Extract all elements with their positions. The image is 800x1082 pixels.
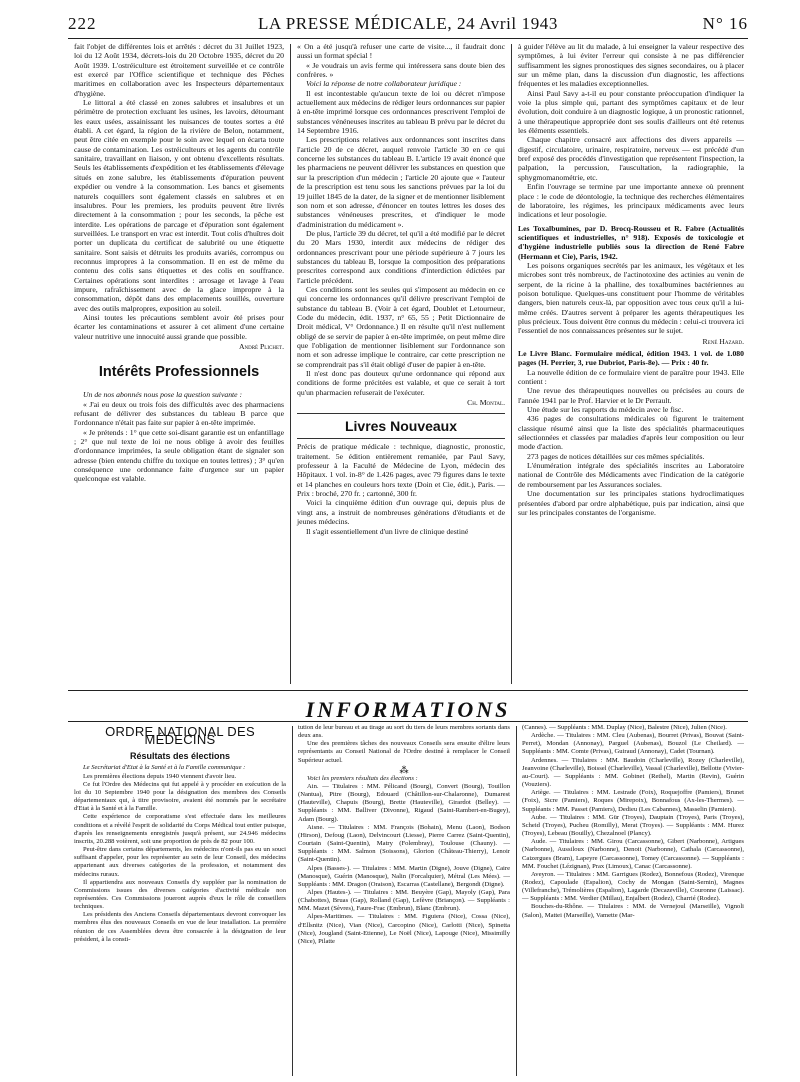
paragraph: Une documentation sur les principales stations hydroclimatiques présentées d'abord par ordre alphabétique, puis par indication, ainsi que sur les principales constantes de l'organisme.	[518, 489, 744, 517]
paragraph: à guider l'élève au lit du malade, à lui enseigner la valeur respective des symptômes, à lui éviter l'erreur qui consiste à ne pas différencier suffisamment les signes pronostiques des signes secondaires, ou à placer sur un même plan, dans la discussion d'un diagnostic, les affections fréquentes et les maladies exceptionnelles.	[518, 42, 744, 89]
results-entry: Alpes (Hautes-). — Titulaires : MM. Beuyère (Gap), Mayoly (Gap), Para (Chabottes), Bruas (Gap), Rolland (Gap), Lefèvre (Briançon). — Suppléants : MM. Mazet (Sèvres), Faure-Frac (Embrun), Blanc (Embrun).	[298, 888, 510, 913]
column-3	[518, 42, 744, 517]
info-col2-intro2: Une des premières tâches des nouveaux Conseils sera ensuite d'élire leurs représentants au Conseil National de l'Ordre destiné à remplacer le Conseil Supérieur actuel.	[298, 740, 510, 764]
paragraph: Voici la cinquième édition d'un ouvrage qui, depuis plus de vingt ans, a instruit de nombreuses générations d'étudiants et de jeunes médecins.	[297, 498, 505, 527]
info-col2-intro: tution de leur bureau et au tirage au sort du tiers de leurs membres sortants dans deux ans.	[298, 724, 510, 740]
paragraph: Enfin l'ouvrage se termine par une importante annexe où prennent place : le code de déontologie, la technique des recherches élémentaires de laboratoire, les régimes, les principaux médicaments avec leurs indications et leur posologie.	[518, 182, 744, 220]
paragraph: Précis de pratique médicale : technique, diagnostic, pronostic, traitement. 5e édition entièrement remaniée, par Paul Savy, professeur à la Faculté de Médecine de Lyon, médecin des Hôpitaux. 1 vol. in-8° de 1.426 pages, avec 79 figures dans le texte et 14 planches en couleurs hors texte (Doin et Cie, édit.), Paris. — Prix : broché, 270 fr. ; cartonné, 300 fr.	[297, 442, 505, 499]
paragraph: Ce fut l'Ordre des Médecins qui fut appelé à y procéder en exécution de la loi du 10 Septembre 1940 pour la désignation des membres des Conseils départementaux qui, à titre provisoire, avaient été nommés par le secrétaire d'Etat à la Santé et à la Famille.	[74, 780, 286, 813]
results-intro: Voici les premiers résultats des élections :	[307, 774, 418, 782]
paragraph: Une revue des thérapeutiques nouvelles ou précisées au cours de l'année 1941 par le Prof. Harvier et le Dr Perrault.	[518, 386, 744, 405]
page-header	[68, 14, 748, 38]
header-rule	[68, 38, 748, 39]
paragraph: L'énumération intégrale des spécialités inscrites au Laboratoire national de Contrôle des Médicaments avec l'indication de la catégorie de remboursement par les Assurances sociales.	[518, 461, 744, 489]
ordre-title: ORDRE NATIONAL DES MÉDECINS	[105, 724, 255, 748]
results-entry: Alpes-Maritimes. — Titulaires : MM. Figuiera (Nice), Cossa (Nice), d'Ellsnitz (Nice), Vian (Nice), Carcopino (Nice), Carlotti (Nice), Spinetta (Nice), Jougland (Saint-Etienne), Le Noël (Nice), Lapouge (Nice), Missimilly (Nice), Pilatte	[298, 913, 510, 945]
column-2	[297, 42, 505, 536]
issue-date: 24 Avril 1943	[457, 14, 559, 33]
paragraph: « Je voudrais un avis ferme qui intéressera sans doute bien des confrères. »	[297, 60, 505, 80]
paragraph: La nouvelle édition de ce formulaire vient de paraître pour 1943. Elle contient :	[518, 367, 744, 387]
livres-text	[297, 442, 505, 535]
paragraph: Une étude sur les rapports du médecin avec le fisc.	[527, 405, 684, 415]
informations-title: INFORMATIONS	[305, 697, 511, 722]
question-intro: Un de nos abonnés nous pose la question suivante :	[83, 390, 243, 400]
section-title-interets: Intérêts Professionnels	[98, 364, 260, 381]
column-divider-1	[290, 44, 291, 684]
results-list-1	[298, 783, 510, 946]
paragraph: « Je prétends : 1° que cette soi-disant garantie est un enfantillage ; 2° que nul texte de loi ne nous oblige à avoir des feuilles d'ordonnance imprimées, la seule obligation étant de signaler son adresse (bien entendu chiffre du toxique en toutes lettres) ; 3° qu'en conséquence une ordonnance faite d'urgence sur un papier quelconque est valable.	[74, 427, 284, 484]
paragraph: Ces conditions sont les seules qui s'imposent au médecin en ce qui concerne les ordonnances qu'il délivre prescrivant l'emploi de substance du tableau B. (Voir à cet égard, Doublet et Letourneur, Code du médecin, édit. 1937, n° 65, 55 ; Petit Dictionnaire de Droit médical, V° Ordonnance.) Il en résulte qu'il n'est nullement obligé de se servir de papier à en-tête imprimée, on peut même dire que l'obligation de mentionner lisiblement sur l'ordonnance son nom et son adresse implique le contraire, car cette prescription ne se comprendrait pas s'il était obligé d'user de papier à en-tête.	[297, 284, 505, 369]
informations-column-1	[74, 724, 286, 944]
paragraph: « On a été jusqu'à refuser une carte de visite..., il faudrait donc aussi un format spécial !	[297, 42, 505, 61]
column-divider-2	[511, 44, 512, 684]
results-title: Résultats des élections	[129, 751, 231, 762]
section-title-livres: Livres Nouveaux	[297, 418, 505, 439]
informations-column-2	[298, 724, 510, 946]
signature-montal: Ch. Montal.	[467, 398, 505, 408]
results-entry: (Cannes). — Suppléants : MM. Duplay (Nice), Balestre (Nice), Julien (Nice).	[522, 724, 727, 731]
informations-rule	[68, 690, 748, 691]
results-entry: Aveyron. — Titulaires : MM. Garrigues (Rodez), Bonnefous (Rodez), Virenque (Rodez), Capoulade (Espalion), Cochy de Mongan (Saint-Sernin), Magnes (Villefranche), Trémolières (Espalion), Lagarde (Decazeville), Couronne (Laissac). — Suppléants : MM. Verdier (Millau), Enjalbert (Rodez), Charrié (Rodez).	[522, 870, 744, 903]
question-text	[74, 400, 284, 484]
journal-title: LA PRESSE MÉDICALE, 24 Avril 1943	[257, 14, 559, 33]
signature-plichet: André Plichet.	[238, 342, 284, 351]
juridique-text	[297, 42, 505, 397]
paragraph: Le Secrétariat d'Etat à la Santé et à la Famille communique :	[83, 764, 246, 772]
informations-rule-bottom	[68, 721, 748, 722]
paragraph: Cette expérience de corporatisme s'est effectuée dans les meilleures conditions et a révélé l'esprit de solidarité du Corps Médical tout entier puisque, d'après les renseignements enregistrés jusqu'à présent, sur 24.946 médecins inscrits, 20.288 votèrent, soit une proportion de près de 82 pour 100.	[74, 813, 286, 845]
paragraph: Les présidents des Anciens Conseils départementaux devront convoquer les membres élus des nouveaux Conseils en vue de leur installation. La première réunion de ces Assemblées devra être consacrée à la désignation de leur président, à la consti-	[74, 911, 286, 943]
ordre-text	[74, 764, 286, 943]
results-entry: Ariège. — Titulaires : MM. Lestrade (Foix), Roquejoffre (Pamiers), Brunet (Foix), Sicre (Pamiers), Roques (Mirepoix), Bonnafous (Ax-les-Thermes). — Suppléants : MM. Passet (Pamiers), Dedieu (Les Cabannes), Masselin (Pamiers).	[522, 789, 744, 813]
paragraph: Chaque chapitre consacré aux affections des divers appareils — digestif, circulatoire, urinaire, respiratoire, nerveux — est précédé d'un bref exposé des procédés d'investigation que représentent l'inspection, la palpation, la percussion, l'auscultation, la radiographie, la sphygmomanométrie, etc.	[518, 135, 744, 182]
ostreiculture-text	[74, 42, 284, 341]
paragraph: Les premières élections depuis 1940 viennent d'avoir lieu.	[83, 772, 237, 780]
savy-review-text	[518, 42, 744, 220]
toxalbumines-entry	[518, 224, 744, 261]
divider-livres	[297, 413, 505, 414]
journal-name: LA PRESSE MÉDICALE	[257, 14, 448, 33]
livre-blanc-text	[518, 368, 744, 518]
paragraph: Les poisons organiques secrétés par les animaux, les végétaux et les microbes sont très nombreux, de l'actinotoxine des actinies au venin de serpent, de la ricine à la phalline, des toxalbumines bactériennes au poison botulique. Quelques-uns constituent pour l'homme de véritables dangers, bien naturels ceux-là, par opposition avec tous ceux qu'il a lui-même créés. D'autres servent à préparer les agents thérapeutiques les plus précieux. Tous doivent être connus du médecin : celui-ci trouvera ici l'essentiel de nos connaissances présentes sur le sujet.	[518, 260, 744, 336]
paragraph: Les prescriptions relatives aux ordonnances sont inscrites dans l'article 20 de ce décret, auquel renvoie l'article 30 en ce qui concerne les substances du tableau B. L'article 19 avait énoncé que les pharmaciens ne peuvent délivrer les substances en question que sur la prescription d'un médecin ; l'article 20 ajoute que « l'auteur de la prescription est tenu sous les sanctions prévues par la loi du 19 juillet 1845 de la dater, de la signer et de mentionner lisiblement son nom et son adresse, d'énoncer en toutes lettres les doses des substances vénéneuses prescrites, et d'indiquer le mode d'administration du médicament ».	[297, 135, 505, 229]
livre-blanc-entry: Le Livre Blanc. Formulaire médical, édition 1943. 1 vol. de 1.080 pages (H. Perrier, 3, rue Dubriot, Paris-8e). — Prix : 40 fr.	[518, 349, 744, 368]
results-entry: Aube. — Titulaires : MM. Gür (Troyes), Dauptain (Troyes), Paris (Troyes), Scheid (Troyes), Pucheu (Romilly), Merat (Troyes). — Suppléants : MM. Hurez (Troyes), Lebeau (Bouilly), Chezalnoel (Plancy).	[522, 813, 744, 838]
informations-column-3	[522, 724, 744, 920]
paragraph: Il est incontestable qu'aucun texte de loi ou décret n'impose actuellement aux médecins de rédiger leurs ordonnances sur papier à en-tête imprimé lorsque ces ordonnances prescrivent l'emploi de substances vénéneuses inscrites au tableau B prévu par le décret du 14 Septembre 1916.	[297, 88, 505, 136]
paragraph: Il n'est donc pas douteux qu'une ordonnance qui répond aux conditions de forme précitées est valable, et que ce serait à tort qu'un pharmacien refuserait de l'exécuter.	[297, 369, 505, 397]
paragraph: 436 pages de consultations médicales où figurent le traitement classique résumé ainsi que la liste des spécialités pharmaceutiques sélectionnées et classées par maladies d'après leur composition ou leur mode d'action.	[518, 414, 744, 452]
signature-hazard: René Hazard.	[702, 336, 744, 346]
results-entry: Bouches-du-Rhône. — Titulaires : MM. de Vernejoul (Marseille), Vignoli (Salon), Mattei (Marseille), Vamette (Mar-	[522, 903, 744, 919]
results-entry: Aisne. — Titulaires : MM. François (Bohain), Menu (Laon), Bodson (Hirson), Defoug (Laon), Delvincourt (Liesse), Pierre Carrez (Saint-Quentin), Courtain (Saint-Quentin), Matry (Folembray), Toulouse (Chauny). — Suppléants : MM. Salmon (Soissons), Glorion (Château-Thierry), Lenoir (Saint-Quentin).	[298, 823, 510, 864]
paragraph: Voici la réponse de notre collaborateur juridique :	[306, 79, 462, 89]
results-list-2	[522, 724, 744, 920]
column-1	[74, 42, 284, 484]
results-entry: Ardèche. — Titulaires : MM. Cleu (Aubenas), Bourret (Privas), Bouvat (Saint-Perret), Mondan (Annonay), Parguel (Aubenas), Bouzol (Le Cheilard). — Suppléants : MM. Comte (Privas), Guiraud (Annonay), Cadet (Tournan).	[522, 732, 744, 756]
results-entry: Ain. — Titulaires : MM. Pélicand (Bourg), Convert (Bourg), Touillon (Nantua), Pitre (Bourg), Edouard (Châtillon-sur-Chalaronne), Dumarest (Hauteville), Chapuis (Bourg), Brette (Hauteville), Girardot (Belley). — Suppléants : MM. Balliver (Divonne), Rigaud (Saint-Rambert-en-Bugey), Adam (Bourg).	[298, 782, 510, 823]
paragraph: Ainsi toutes les précautions semblent avoir été prises pour écarter les contaminations et assurer à cet aliment d'une certaine valeur nutritive une innocuité aussi grande que possible.	[74, 312, 284, 341]
paragraph: Peut-être dans certains départements, les médecins n'ont-ils pas eu un souci suffisant d'appeler, pour les représenter au sein de leur Conseil, des médecins appartenant aux diverses catégories de la profession, et notamment des médecins ruraux.	[74, 846, 286, 878]
paragraph: Il s'agit essentiellement d'un livre de clinique destiné	[306, 526, 469, 536]
issue-number: N° 16	[702, 14, 748, 33]
paragraph: Il appartiendra aux nouveaux Conseils d'y suppléer par la nomination de Commissions issues des diverses catégories d'activité médicale non représentées. Ces Commissions joueront auprès d'eux le rôle de conseillers techniques.	[74, 878, 286, 911]
paragraph: Le littoral a été classé en zones salubres et insalubres et un périmètre de protection excluant les usines, les lavoirs, détournant les eaux usées, assainissant les nuisances de toutes sortes a été établi. A cet égard, la région de la rivière de Belon, notamment, peut être citée en exemple pour le soin avec lequel on écarta toute cause de contamination. Les ostréiculteurs et les agents du contrôle sanitaire, travaillant en liaison, y ont obtenu d'excellents résultats. Seuls les établissements d'expédition et les établissements d'élevage situés en zone salubre, les établissements d'épuration peuvent expédier ou vendre à la consommation. Les bancs et gisements naturels coquillers sont également classés en salubres et en insalubres. Pour les premiers, les produits peuvent être livrés directement à la consommation ; pour les seconds, la pêche est interdite. Les opérations de parcage et d'épuration sont également surveillées. Le transport en vrac est interdit. Tout colis d'huîtres doit porter un duplicata du certificat de salubrité ou une étiquette sanitaire. Sont saisis et détruits les produits avariés, corrompus ou reconnus impropres à la consommation. Il en est de même du contenu des colis sans étiquettes et des colis en souffrance. Certaines opérations sont interdites : arrosage et lavage à l'eau impure, rafraîchissement avec de la glace impropre à la consommation, dépôt dans des emplacements souillés, ouverture avec des outils malpropres, exposition au soleil.	[74, 98, 284, 313]
paragraph: De plus, l'article 39 du décret, tel qu'il a été modifié par le décret du 20 Mars 1930, interdit aux médecins de rédiger des ordonnances prescrivant pour une période supérieure à 7 jours les substances du tableau B, lorsque la composition des préparations prescrites correspond aux conditions d'interdiction édictées par l'article précédent.	[297, 228, 505, 285]
paragraph: « J'ai eu deux ou trois fois des difficultés avec des pharmaciens refusant de délivrer des substances du tableau B parce que l'ordonnance n'était pas faite sur papier à en-tête imprimée.	[74, 399, 284, 428]
stars-separator: ⁂	[399, 764, 409, 775]
paragraph: 273 pages de notices détaillées sur ces mêmes spécialités.	[527, 451, 705, 461]
paragraph: Ainsi Paul Savy a-t-il eu pour constante préoccupation d'indiquer la voie la plus simple qui, partant des symptômes capitaux et de leur évolution, doit conduire à un diagnostic logique, à un pronostic rationnel, à une thérapeutique appropriée dont ses soulis d'ailleurs ont été retenus les éléments essentiels.	[518, 88, 744, 136]
toxalbumines-title: Les Toxalbumines, par D. Brocq-Rousseu et R. Fabre (Actualités scientifiques et industrielles, n° 918). Exposés de toxicologie et d'hygiène industrielle publiés sous la direction de René Fabre (Hermann et Cie), Paris, 1942.	[518, 223, 744, 261]
info-divider-1	[292, 726, 293, 1076]
page-number: 222	[68, 14, 97, 33]
results-entry: Ardennes. — Titulaires : MM. Baudoin (Charleville), Rozey (Charleville), Jeanvoine (Charleville), Boissel (Charleville), Vassal (Charleville), Bellotte (Vivier-au-Court). — Suppléants : MM. Gobinet (Rethel), Martin (Revin), Guérin (Vouziers).	[522, 756, 744, 789]
toxalbumines-text	[518, 261, 744, 336]
results-entry: Alpes (Basses-). — Titulaires : MM. Martin (Digne), Jouve (Digne), Caire (Manosque), Guérin (Manosque), Nalin (Forcalquier), Métral (Les Mées). — Suppléants : MM. Dragon (Oraison), Escarras (Castellane), Bergondi (Digne).	[298, 864, 510, 888]
paragraph: fait l'objet de différentes lois et arrêtés : décret du 31 Juillet 1923, loi du 12 Août 1934, décrets-lois du 20 Octobre 1935, décret du 20 Août 1939. L'ostréiculture est étroitement surveillée et ce contrôle est exercé par l'Office scientifique et technique des Pêches maritimes en collaboration avec les Inspecteurs départementaux d'hygiène.	[74, 42, 284, 98]
info-divider-2	[516, 726, 517, 1076]
results-entry: Aude. — Titulaires : MM. Girou (Carcassonne), Gibert (Narbonne), Artigues (Narbonne), Aussiloux (Narbonne), Denoit (Narbonne), Cathala (Carcassonne), Caizergues (Bram), Lapeyre (Carcassonne), Tomey (Carcassonne). — Suppléants : MM. Fouchet (Lézignan), Prax (Limoux), Canac (Carcassonne).	[522, 838, 744, 870]
